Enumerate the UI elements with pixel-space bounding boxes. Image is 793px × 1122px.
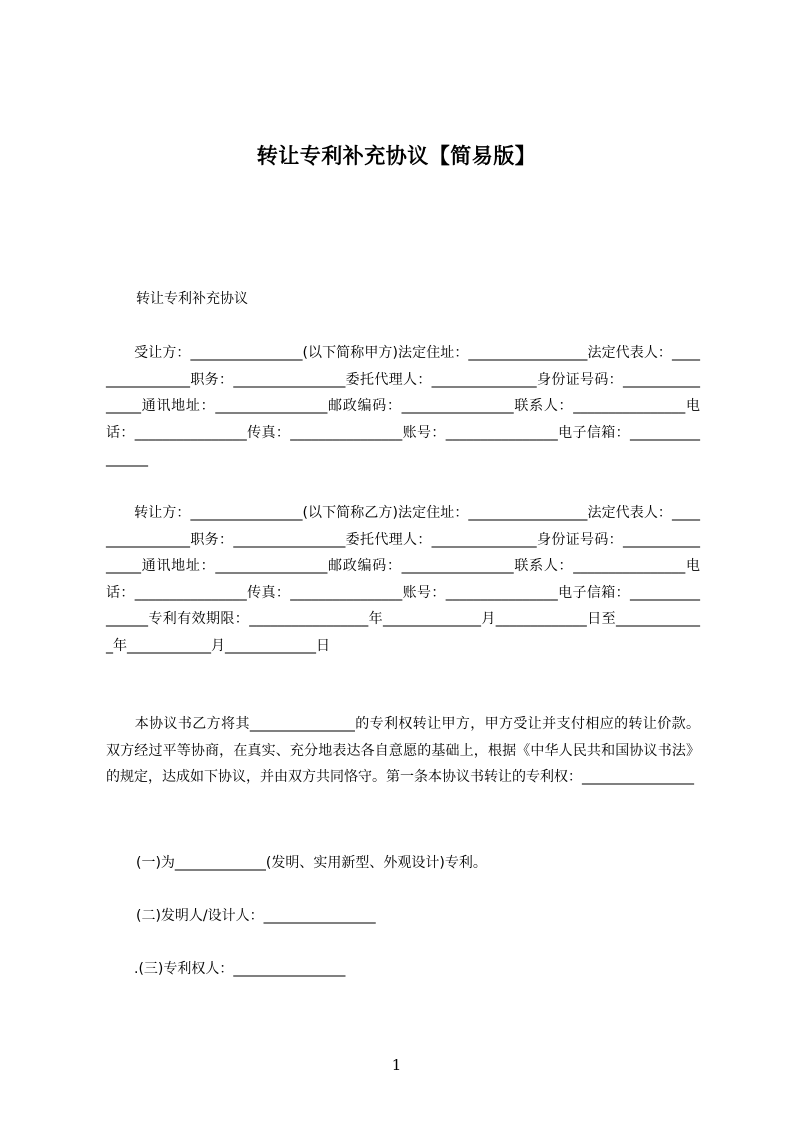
clause-item-2: (二)发明人/设计人：________________ — [136, 908, 376, 924]
page-number: 1 — [391, 1056, 402, 1074]
party-a-paragraph: 受让方：________________(以下简称甲方)法定住址：_________________法定代表人：________________职务：________________委托代理人：_______________身份证号码：________________通讯地址：________________邮政编码：________________联系人：________________电话：________________传真：________________账号：________________电子信箱：________________ — [106, 345, 700, 467]
subtitle: 转让专利补充协议 — [136, 291, 248, 307]
clause-item-3: .(三)专利权人：________________ — [134, 961, 346, 977]
party-b-paragraph: 转让方：________________(以下简称乙方)法定住址：_________________法定代表人：________________职务：________________委托代理人：_______________身份证号码：________________通讯地址：________________邮政编码：________________联系人：________________电话：________________传真：________________账号：________________电子信箱：________________专利有效期限：_________________年______________月_____________日至_____________年____________月_____________日 — [106, 505, 700, 654]
document-title: 转让专利补充协议【简易版】 — [256, 144, 537, 168]
clause-item-1: (一)为_____________(发明、实用新型、外观设计)专利。 — [136, 855, 487, 871]
body-paragraph: 本协议书乙方将其_______________的专利权转让甲方，甲方受让并支付相应的转让价款。双方经过平等协商，在真实、充分地表达各自意愿的基础上，根据《中华人民共和国协议书法》的规定，达成如下协议，并由双方共同恪守。第一条本协议书转让的专利权：________________ — [106, 716, 700, 785]
